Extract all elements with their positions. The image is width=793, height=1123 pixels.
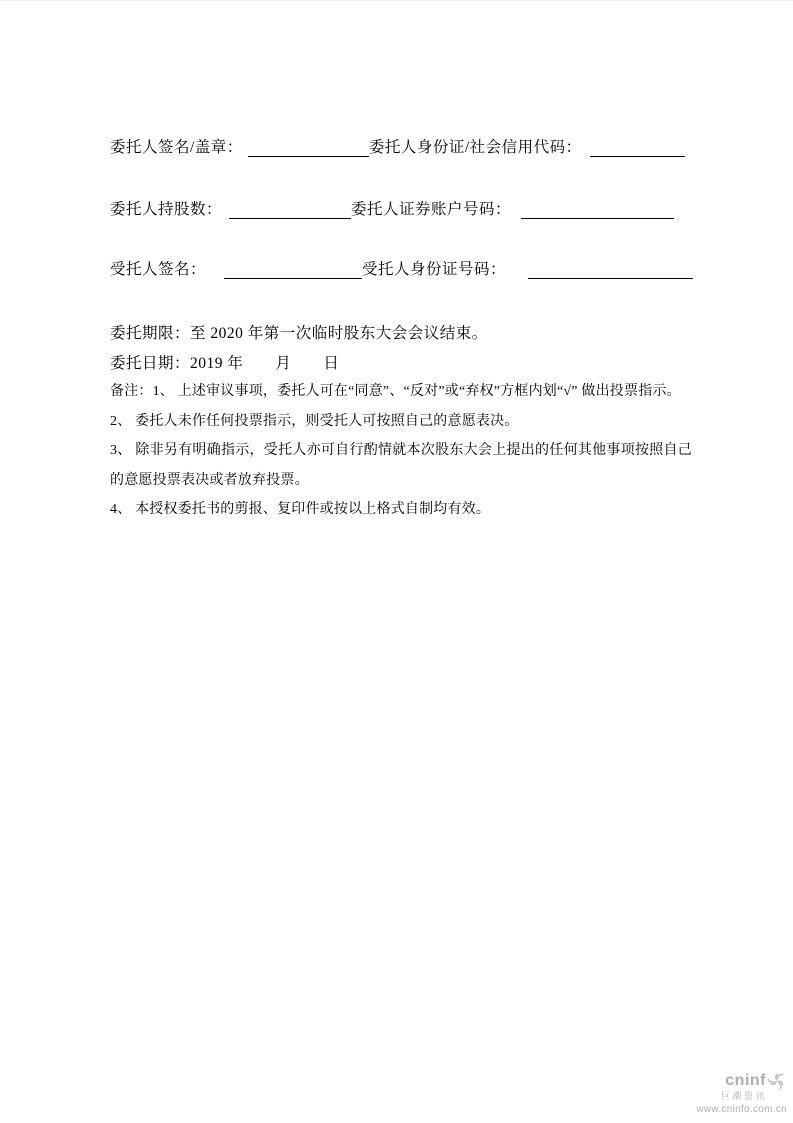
field-label-principal-signature: 委托人签名/盖章：	[110, 139, 243, 156]
form-row-principal-signature	[110, 135, 685, 157]
field-label-principal-shares: 委托人持股数：	[110, 201, 223, 218]
notes-section	[110, 377, 692, 525]
field-label-trustee-signature: 受托人签名：	[110, 261, 207, 278]
cninfo-brand-text: cninf	[725, 1072, 766, 1090]
cninfo-chinese-name: 巨潮资讯	[720, 1091, 767, 1102]
date-line: 委托日期：2019 年 月 日	[110, 355, 340, 372]
blank-line-principal-id-code	[590, 139, 685, 157]
field-label-trustee-id: 受托人身份证号码：	[362, 261, 507, 278]
blank-line-principal-signature	[248, 139, 369, 157]
cninfo-watermark	[696, 1071, 787, 1115]
note-item-3: 3、 除非另有明确指示，受托人亦可自行酌情就本次股东大会上提出的任何其他事项按照自己的意愿投票表决或者放弃投票。	[110, 443, 692, 488]
note-item-1: 备注：1、 上述审议事项，委托人可在“同意”、“反对”或“弃权”方框内划“√” 做出投票指示。	[110, 384, 681, 399]
blank-line-securities-account	[521, 201, 674, 219]
cninfo-url: www.cninfo.com.cn	[696, 1104, 787, 1115]
blank-line-trustee-id	[528, 261, 693, 279]
cninfo-logo-icon	[767, 1071, 787, 1091]
cninfo-brand-row	[696, 1071, 787, 1091]
form-row-trustee-signature	[110, 257, 693, 279]
blank-line-trustee-signature	[224, 261, 362, 279]
field-label-securities-account: 委托人证券账户号码：	[351, 201, 512, 218]
field-label-principal-id-code: 委托人身份证/社会信用代码：	[368, 139, 582, 156]
blank-line-principal-shares	[229, 201, 351, 219]
form-row-principal-shares	[110, 197, 674, 219]
note-item-4: 4、 本授权委托书的剪报、复印件或按以上格式自制均有效。	[110, 502, 491, 517]
term-line: 委托期限：至 2020 年第一次临时股东大会会议结束。	[110, 325, 488, 342]
note-item-2: 2、 委托人未作任何投票指示，则受托人可按照自己的意愿表决。	[110, 413, 519, 429]
